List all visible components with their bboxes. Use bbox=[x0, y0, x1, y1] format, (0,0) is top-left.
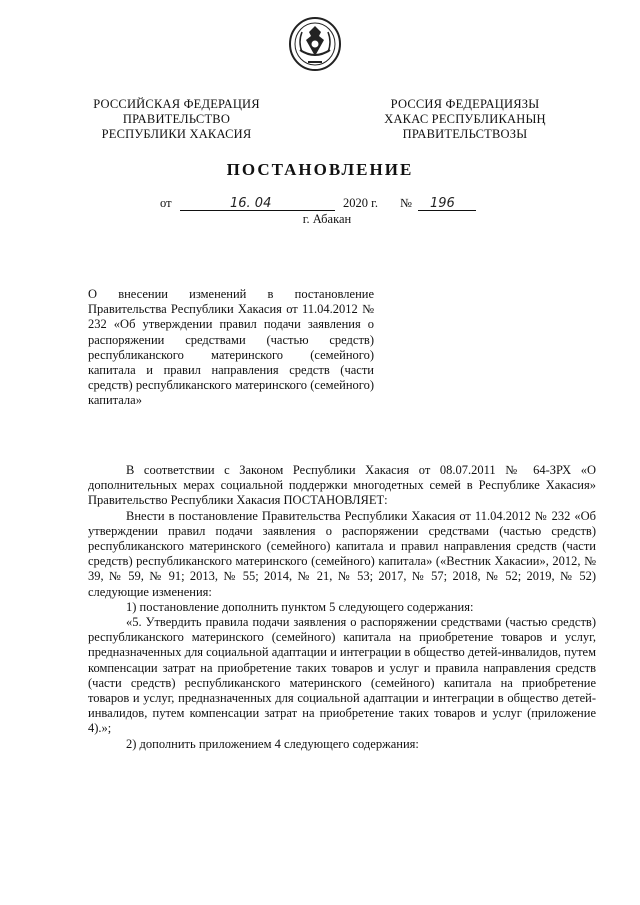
header-right-line: ПРАВИТЕЛЬСТВОЗЫ bbox=[402, 127, 528, 141]
city: г. Абакан bbox=[302, 212, 352, 226]
body-list-item: 1) постановление дополнить пунктом 5 следующего содержания: bbox=[126, 599, 474, 614]
body-paragraph: В соответствии с Законом Республики Хакасия от 08.07.2011 № 64-ЗРХ «О дополнительных мерах социальной поддержки многодетных семей в Республике Хакасия» Правительство Республики Хакасия ПОСТАНОВЛЯЕТ: bbox=[88, 463, 596, 508]
document-body bbox=[88, 463, 596, 752]
header-right-line: РОССИЯ ФЕДЕРАЦИЯЗЫ bbox=[390, 97, 540, 111]
handwritten-number: 196 bbox=[430, 196, 455, 211]
header-left-line: РЕСПУБЛИКИ ХАКАСИЯ bbox=[101, 127, 252, 141]
document-title: ПОСТАНОВЛЕНИЕ bbox=[226, 160, 414, 179]
header-left-line: РОССИЙСКАЯ ФЕДЕРАЦИЯ bbox=[93, 97, 260, 111]
year-label: 2020 г. bbox=[343, 196, 378, 210]
document-subject: О внесении изменений в постановление Правительства Республики Хакасия от 11.04.2012 № 232 «Об утверждении правил подачи заявления о распоряжении средствами (частью средств) республиканского материнского (семейного) капитала и правил направления средств (части средств) республиканского материнского (семейного) капитала» bbox=[88, 287, 374, 408]
from-label: от bbox=[160, 196, 172, 210]
body-list-item: 2) дополнить приложением 4 следующего содержания: bbox=[126, 736, 419, 751]
header-left-ru bbox=[84, 97, 269, 142]
body-paragraph: Внести в постановление Правительства Республики Хакасия от 11.04.2012 № 232 «Об утверждении правил подачи заявления о распоряжении средствами (частью средств) республиканского материнского (семейного) капитала и правил направления средств (части средств) республиканского материнского (семейного) капитала» («Вестник Хакасии», 2012, № 39, № 59, № 91; 2013, № 55; 2014, № 21, № 53; 2017, № 57; 2018, № 52; 2019, № 52) следующие изменения: bbox=[88, 508, 596, 599]
header-left-line: ПРАВИТЕЛЬСТВО bbox=[122, 112, 231, 126]
header-right-khakas bbox=[370, 97, 560, 142]
header-right-line: ХАКАС РЕСПУБЛИКАНЫҢ bbox=[384, 112, 546, 126]
coat-of-arms-icon bbox=[288, 16, 342, 72]
handwritten-date: 16. 04 bbox=[230, 196, 272, 211]
body-quoted-paragraph: «5. Утвердить правила подачи заявления о распоряжении средствами (частью средств) республиканского материнского (семейного) капитала на приобретение товаров и услуг, предназначенных для социальной адаптации и интеграции в общество детей-инвалидов, путем компенсации затрат на приобретение таких товаров и услуг и правила направления средств (части средств) республиканского материнского (семейного) капитала на приобретение товаров и услуг, предназначенных для социальной адаптации и интеграции в общество детей-инвалидов, путем компенсации затрат на приобретение таких товаров и услуг (приложение 4).»; bbox=[88, 615, 596, 736]
number-label: № bbox=[400, 196, 412, 210]
